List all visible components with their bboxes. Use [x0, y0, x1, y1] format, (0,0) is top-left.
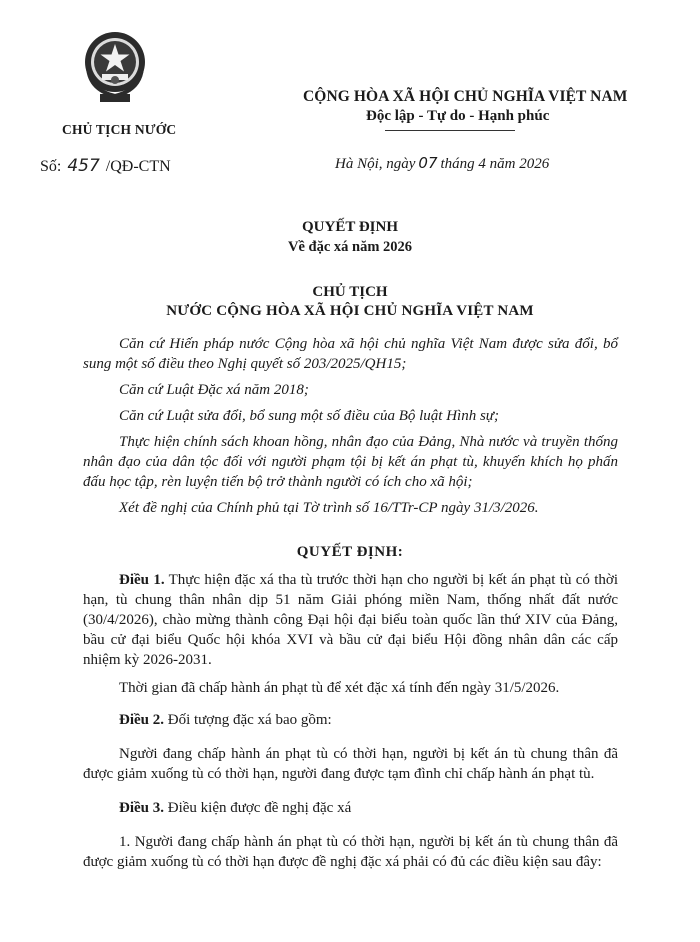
document-number	[40, 156, 171, 176]
article-1-paragraph-2: Thời gian đã chấp hành án phạt tù để xét đặc xá tính đến ngày 31/5/2026.	[119, 680, 560, 696]
article-1-label: Điều 1.	[119, 572, 165, 588]
issuer-country: NƯỚC CỘNG HÒA XÃ HỘI CHỦ NGHĨA VIỆT NAM	[166, 303, 534, 319]
article-3-label: Điều 3.	[119, 800, 164, 816]
date-day-handwritten: 07	[418, 154, 438, 172]
article-3-text: 1. Người đang chấp hành án phạt tù có thời hạn, người bị kết án tù chung thân đã được giảm xuống tù có thời hạn được đề nghị đặc xá phải có đủ các điều kiện sau đây:	[83, 834, 618, 870]
article-2-label: Điều 2.	[119, 712, 164, 728]
national-emblem-icon	[80, 28, 150, 108]
document-number-suffix: /QĐ-CTN	[105, 158, 171, 175]
document-number-label: Số:	[40, 158, 62, 175]
national-name: CỘNG HÒA XÃ HỘI CHỦ NGHĨA VIỆT NAM	[303, 88, 628, 105]
document-number-handwritten: 457	[67, 156, 100, 176]
issue-date	[335, 154, 549, 173]
national-motto: Độc lập - Tự do - Hạnh phúc	[366, 108, 550, 124]
article-2-text: Người đang chấp hành án phạt tù có thời hạn, người bị kết án tù chung thân đã được giảm xuống tù có thời hạn, người đang được tạm đình chỉ chấp hành án phạt tù.	[83, 746, 618, 782]
date-prefix: Hà Nội, ngày	[335, 156, 416, 172]
document-subject: Về đặc xá năm 2026	[287, 239, 413, 255]
decision-heading: QUYẾT ĐỊNH:	[296, 544, 404, 560]
preamble-amnesty-law: Căn cứ Luật Đặc xá năm 2018;	[119, 382, 309, 398]
article-2-title: Đối tượng đặc xá bao gồm:	[164, 712, 332, 728]
article-1	[83, 570, 618, 670]
date-suffix: tháng 4 năm 2026	[440, 156, 550, 172]
article-3-heading	[83, 798, 618, 818]
motto-underline	[385, 130, 515, 131]
article-3-title: Điều kiện được đề nghị đặc xá	[164, 800, 352, 816]
preamble-proposal: Xét đề nghị của Chính phủ tại Tờ trình số 16/TTr-CP ngày 31/3/2026.	[119, 500, 539, 516]
issuing-authority: CHỦ TỊCH NƯỚC	[62, 122, 177, 137]
issuer-title: CHỦ TỊCH	[312, 284, 388, 300]
article-1-text: Thực hiện đặc xá tha tù trước thời hạn cho người bị kết án phạt tù có thời hạn, tù chung thân nhân dịp 51 năm Giải phóng miền Nam, thống nhất đất nước (30/4/2026), chào mừng thành công Đại hội đại biểu toàn quốc lần thứ XIV của Đảng, bầu cử đại biểu Quốc hội khóa XVI và bầu cử đại biểu Hội đồng nhân dân các cấp nhiệm kỳ 2026-2031.	[83, 572, 619, 668]
articles	[83, 570, 618, 872]
preamble-constitution: Căn cứ Hiến pháp nước Cộng hòa xã hội chủ nghĩa Việt Nam được sửa đổi, bổ sung một số điều theo Nghị quyết số 203/2025/QH15;	[83, 336, 618, 372]
preamble-policy: Thực hiện chính sách khoan hồng, nhân đạo của Đảng, Nhà nước và truyền thống nhân đạo của dân tộc đối với người phạm tội bị kết án phạt tù, khuyến khích họ phấn đấu học tập, rèn luyện tiến bộ trở thành người có ích cho xã hội;	[83, 434, 618, 490]
preamble	[83, 334, 618, 518]
document-type: QUYẾT ĐỊNH	[302, 219, 398, 235]
preamble-criminal-code: Căn cứ Luật sửa đổi, bổ sung một số điều của Bộ luật Hình sự;	[119, 408, 499, 424]
article-2-heading	[83, 710, 618, 730]
